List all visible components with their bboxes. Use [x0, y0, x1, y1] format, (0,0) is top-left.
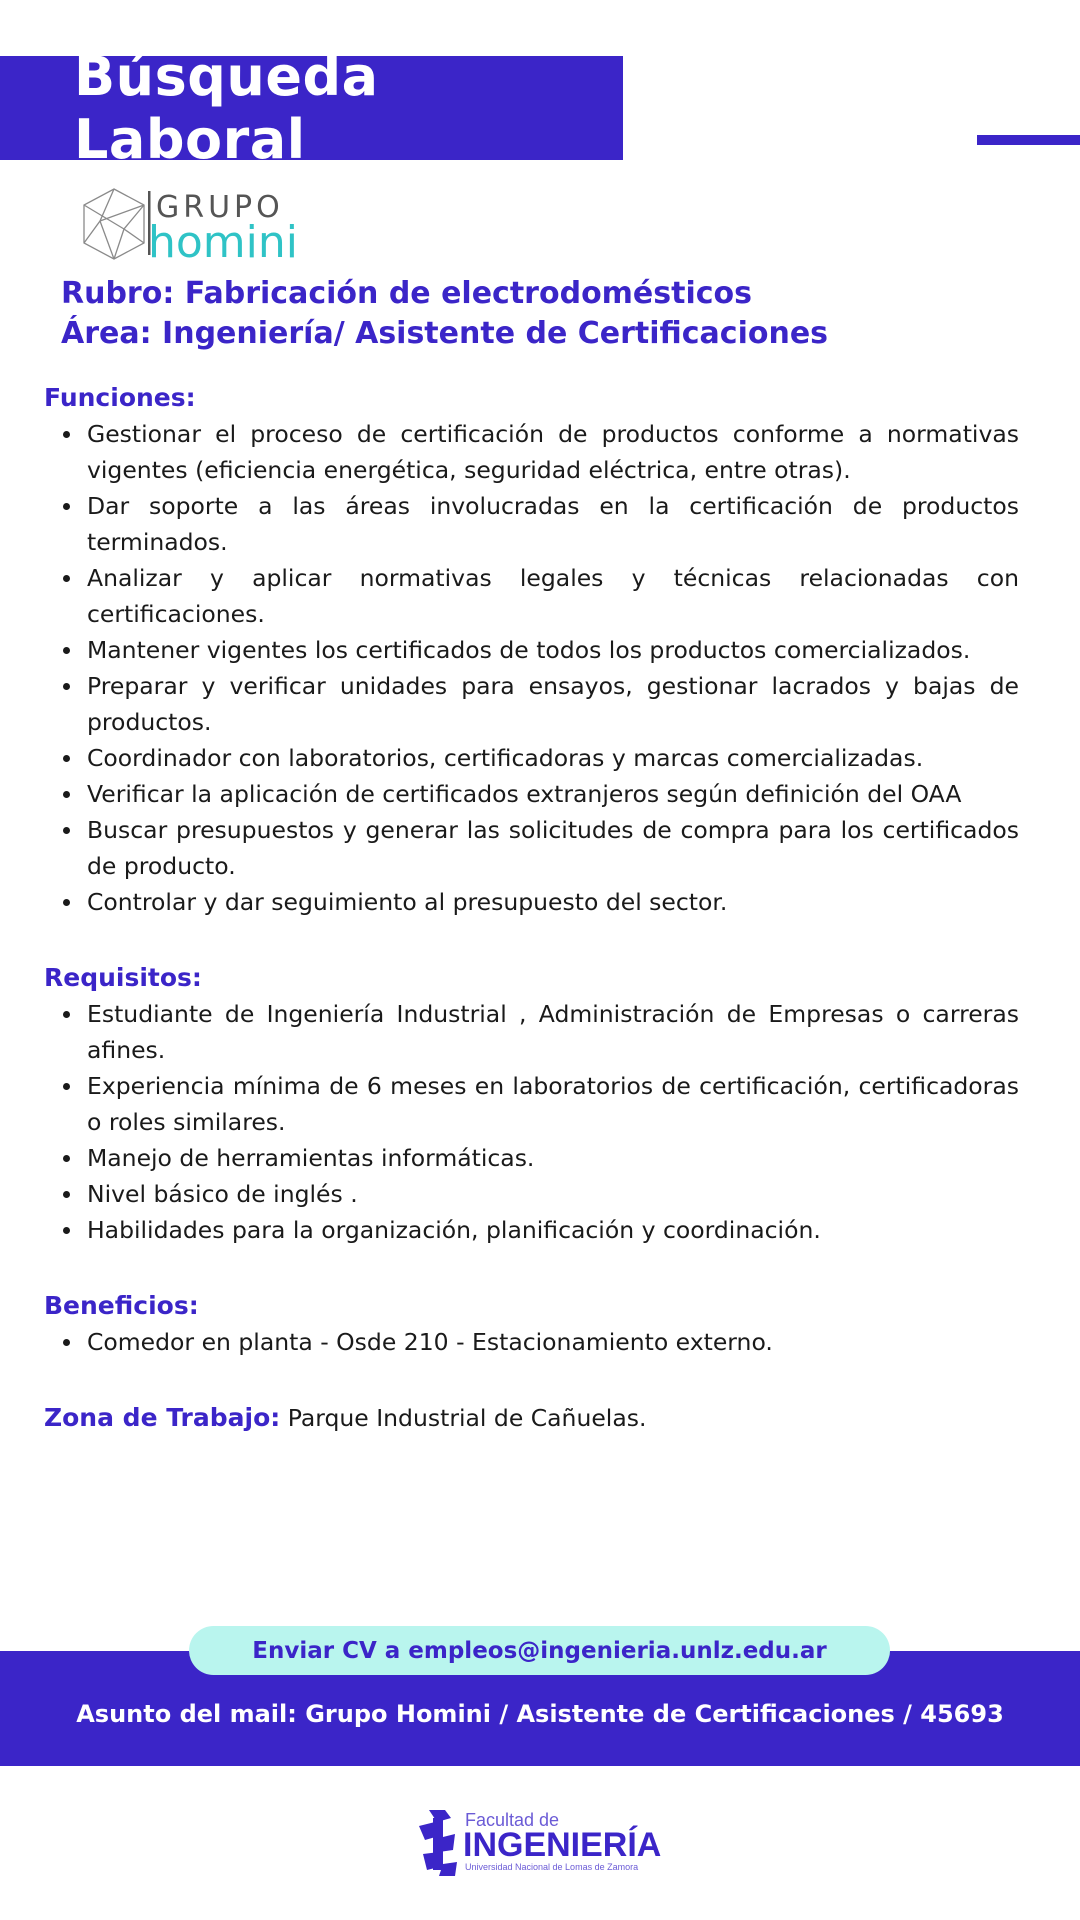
- hexagon-icon: [84, 189, 144, 259]
- zona-label: Zona de Trabajo:: [44, 1403, 281, 1432]
- send-cv-banner: Enviar CV a empleos@ingenieria.unlz.edu.ar: [189, 1626, 890, 1675]
- mail-subject: Asunto del mail: Grupo Homini / Asistente de Certificaciones / 45693: [76, 1700, 1004, 1728]
- accent-line: [977, 135, 1080, 145]
- logo-grupo-text: GRUPO: [156, 190, 284, 225]
- faculty-line2: INGENIERÍA: [463, 1826, 662, 1864]
- list-item: Dar soporte a las áreas involucradas en la certificación de productos terminados.: [87, 488, 1019, 560]
- requisitos-title: Requisitos:: [44, 963, 202, 992]
- list-item: Analizar y aplicar normativas legales y técnicas relacionadas con certificaciones.: [87, 560, 1019, 632]
- list-item: Manejo de herramientas informáticas.: [87, 1140, 1019, 1176]
- faculty-line1: Facultad de: [465, 1810, 560, 1830]
- zona-value: Parque Industrial de Cañuelas.: [280, 1404, 647, 1432]
- funciones-list: [44, 416, 1019, 920]
- grupo-homini-logo: [80, 185, 300, 265]
- requisitos-list: [44, 996, 1019, 1248]
- beneficios-list: [44, 1324, 1019, 1360]
- work-zone: [44, 1400, 1019, 1436]
- list-item: Verificar la aplicación de certificados extranjeros según definición del OAA: [87, 776, 1019, 812]
- list-item: Estudiante de Ingeniería Industrial , Administración de Empresas o carreras afines.: [87, 996, 1019, 1068]
- beneficios-title: Beneficios:: [44, 1291, 199, 1320]
- funciones-title: Funciones:: [44, 383, 196, 412]
- page-title: Búsqueda Laboral: [0, 56, 623, 160]
- list-item: Nivel básico de inglés .: [87, 1176, 1019, 1212]
- position-heading: [61, 274, 1041, 354]
- list-item: Preparar y verificar unidades para ensayos, gestionar lacrados y bajas de productos.: [87, 668, 1019, 740]
- faculty-emblem-icon: [419, 1810, 457, 1876]
- list-item: Controlar y dar seguimiento al presupuesto del sector.: [87, 884, 1019, 920]
- list-item: Experiencia mínima de 6 meses en laboratorios de certificación, certificadoras o roles similares.: [87, 1068, 1019, 1140]
- job-details: [44, 380, 1019, 1436]
- list-item: Coordinador con laboratorios, certificadoras y marcas comercializadas.: [87, 740, 1019, 776]
- faculty-logo: [417, 1808, 667, 1878]
- rubro-line: Rubro: Fabricación de electrodomésticos: [61, 276, 753, 311]
- list-item: Comedor en planta - Osde 210 - Estacionamiento externo.: [87, 1324, 1019, 1360]
- list-item: Buscar presupuestos y generar las solicitudes de compra para los certificados de producto.: [87, 812, 1019, 884]
- faculty-line3: Universidad Nacional de Lomas de Zamora: [465, 1862, 639, 1872]
- area-line: Área: Ingeniería/ Asistente de Certificaciones: [61, 316, 829, 351]
- logo-homini-text: homini: [148, 217, 299, 265]
- list-item: Mantener vigentes los certificados de todos los productos comercializados.: [87, 632, 1019, 668]
- list-item: Gestionar el proceso de certificación de productos conforme a normativas vigentes (eficiencia energética, seguridad eléctrica, entre otras).: [87, 416, 1019, 488]
- list-item: Habilidades para la organización, planificación y coordinación.: [87, 1212, 1019, 1248]
